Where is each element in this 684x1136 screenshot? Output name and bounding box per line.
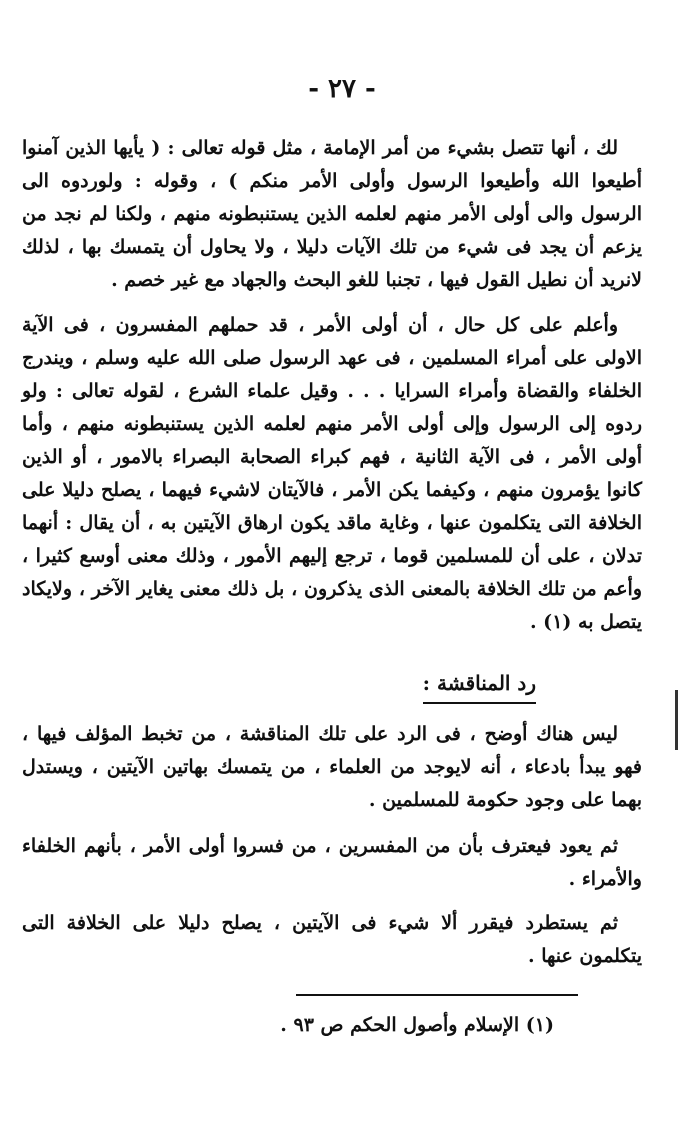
- paragraph-text: لك ، أنها تتصل بشيء من أمر الإمامة ، مثل قوله تعالى : ( يأيها الذين آمنوا أطيعوا الله وأطيعوا الرسول وأولى الأمر منكم ) ، وقوله : ولوردوه الى الرسول والى أولى الأمر منهم لعلمه الذين يستنبطونه منهم ، ولكنا لم نجد من يزعم أن يجد فى شيء من تلك الآيات دليلا ، ولا يحاول أن يتمسك بها ، لذلك لانريد أن نطيل القول فيها ، تجنبا للغو البحث والجهاد مع غير خصم .: [22, 137, 642, 291]
- section-paragraph-2: [22, 830, 642, 896]
- paragraph-text: ثم يستطرد فيقرر ألا شيء فى الآيتين ، يصلح دليلا على الخلافة التى يتكلمون عنها .: [22, 912, 642, 967]
- body-paragraph-1: [22, 132, 642, 297]
- footnote-divider: [296, 994, 578, 996]
- section-heading: رد المناقشة :: [423, 668, 536, 704]
- paragraph-text: وأعلم على كل حال ، أن أولى الأمر ، قد حملهم المفسرون ، فى الآية الاولى على أمراء المسلمين ، فى عهد الرسول صلى الله عليه وسلم ، ويندرج الخلفاء والقضاة وأمراء السرايا . . . وقيل علماء الشرع ، لقوله تعالى : ولو ردوه إلى الرسول وإلى أولى الأمر منهم لعلمه الذين يستنبطونه منهم ، وأما أولى الأمر ، فى الآية الثانية ، فهم كبراء الصحابة البصراء بالامور ، أو الذين كانوا يؤمرون منهم ، وكيفما يكن الأمر ، فالآيتان لاشيء فيهما ، يصلح دليلا على الخلافة التى يتكلمون عنها ، وغاية ماقد يكون ارهاق الآيتين به ، أن يقال : أنهما تدلان ، على أن للمسلمين قوما ، ترجع إليهم الأمور ، وذلك معنى أوسع كثيرا ، وأعم من تلك الخلافة بالمعنى الذى يذكرون ، بل ذلك معنى يغاير الآخر ، ولايكاد يتصل به (١) .: [22, 314, 642, 633]
- margin-mark: [675, 690, 678, 750]
- page-number: - ٢٧ -: [308, 74, 376, 104]
- paragraph-text: ليس هناك أوضح ، فى الرد على تلك المناقشة ، من تخبط المؤلف فيها ، فهو يبدأ بادعاء ، أنه لايوجد من العلماء ، من يتمسك بهاتين الآيتين ، ويستدل بهما على وجود حكومة للمسلمين .: [22, 723, 643, 811]
- section-paragraph-3: [22, 907, 642, 973]
- paragraph-text: ثم يعود فيعترف بأن من المفسرين ، من فسروا أولى الأمر ، بأنهم الخلفاء والأمراء .: [22, 835, 642, 890]
- section-paragraph-1: [22, 718, 642, 817]
- body-paragraph-2: [22, 309, 642, 639]
- footnote: (١) الإسلام وأصول الحكم ص ٩٣ .: [280, 1014, 554, 1036]
